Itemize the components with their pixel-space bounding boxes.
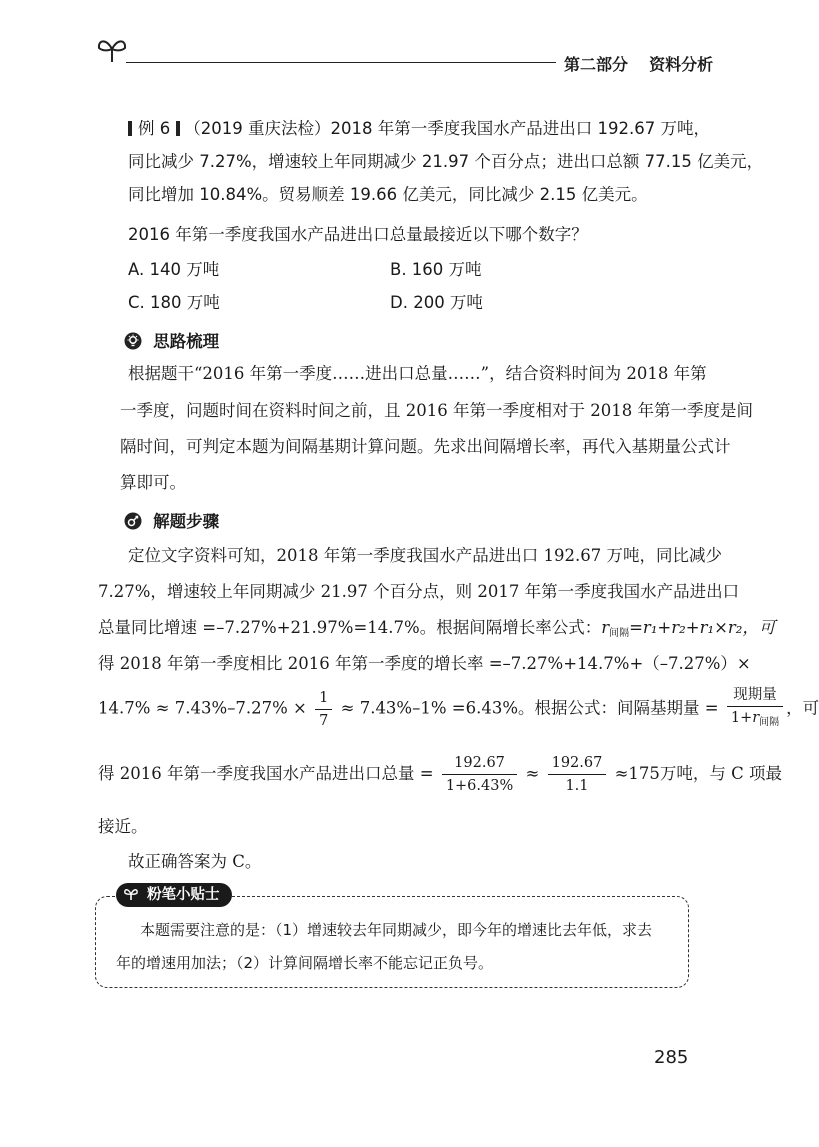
sprout-icon: [124, 887, 138, 901]
solution-line-2: 7.27%，增速较上年同期减少 21.97 个百分点，则 2017 年第一季度我国水产品进出口: [98, 582, 740, 601]
thinking-line-3: 隔时间，可判定本题为间隔基期计算问题。先求出间隔增长率，再代入基期量公式计: [120, 437, 731, 456]
header-section: 第二部分: [564, 55, 629, 74]
header-title: 资料分析: [649, 55, 714, 74]
option-b: B. 160 万吨: [390, 260, 482, 279]
fraction-total-2: $\frac{192.67}{1.1}$: [548, 754, 607, 795]
solution-line-6: 得 2016 年第一季度我国水产品进出口总量 = $\frac{192.67}{1+6.43\%}$ ≈ $\frac{192.67}{1.1}$ ≈175万吨，与 C 项最: [98, 755, 783, 794]
bulb-icon: [124, 332, 142, 350]
page-number: 285: [654, 1047, 689, 1068]
solution-line-7: 接近。: [98, 817, 148, 836]
thinking-line-4: 算即可。: [120, 473, 186, 492]
thinking-heading-text: 思路梳理: [153, 332, 220, 351]
solution-icon: [124, 512, 142, 530]
tip-line-1: 本题需要注意的是：（1）增速较去年同期减少，即今年的增速比去年低，求去: [140, 921, 653, 939]
option-a: A. 140 万吨: [128, 260, 220, 279]
example-tag-bracket-right: [176, 121, 180, 136]
thinking-line-2: 一季度，问题时间在资料时间之前，且 2016 年第一季度相对于 2018 年第一季度是间: [120, 401, 753, 420]
tip-line-2: 年的增速用加法；（2）计算间隔增长率不能忘记正负号。: [116, 954, 494, 972]
tip-label: 粉笔小贴士: [116, 883, 232, 907]
fraction-one-seventh: $\frac{1}{7}$: [315, 689, 332, 730]
example-tag-bracket: [128, 121, 132, 136]
example-line-3: 同比增加 10.84%。贸易顺差 19.66 亿美元，同比减少 2.15 亿美元。: [128, 185, 648, 204]
example-tag: 例 6: [138, 119, 171, 138]
fraction-base-period: $\frac{\text{现期量}}{1+r_{间隔}}$: [727, 686, 783, 732]
thinking-heading: [124, 328, 219, 352]
option-c: C. 180 万吨: [128, 293, 220, 312]
tip-box: [95, 896, 689, 988]
question-text: 2016 年第一季度我国水产品进出口总量最接近以下哪个数字？: [128, 225, 588, 244]
solution-line-4: 得 2018 年第一季度相比 2016 年第一季度的增长率 =–7.27%+14.7%+（–7.27%）×: [98, 654, 751, 673]
solution-line-3: 总量同比增速 =–7.27%+21.97%=14.7%。根据间隔增长率公式：$r_{间隔}=r_1+r_2+r_1\times r_2$，可: [98, 618, 776, 639]
sprout-icon: [96, 36, 128, 64]
header-rule: [126, 62, 556, 63]
answer-text: 故正确答案为 C。: [128, 852, 262, 871]
example-line-2: 同比减少 7.27%，增速较上年同期减少 21.97 个百分点；进出口总额 77.15 亿美元，: [128, 152, 764, 171]
example-text: 2018 年第一季度我国水产品进出口 192.67 万吨，: [330, 119, 710, 138]
page-header: [90, 30, 714, 80]
solution-line-5: 14.7% ≈ 7.43%–7.27% × $\frac{1}{7}$ ≈ 7.43%–1% =6.43%。根据公式：间隔基期量 = $\frac{\text{现期量}}{1+r_{间隔}}$ ，可: [98, 686, 819, 732]
example-line-1: [128, 118, 710, 140]
example-source: （2019 重庆法检）: [184, 119, 331, 138]
solution-heading-text: 解题步骤: [153, 512, 220, 531]
solution-line-1: 定位文字资料可知，2018 年第一季度我国水产品进出口 192.67 万吨，同比减少: [128, 546, 722, 565]
fraction-total-1: $\frac{192.67}{1+6.43\%}$: [442, 754, 517, 795]
option-d: D. 200 万吨: [390, 293, 483, 312]
thinking-line-1: 根据题干“2016 年第一季度……进出口总量……”，结合资料时间为 2018 年第: [128, 364, 707, 383]
solution-heading: [124, 508, 219, 532]
